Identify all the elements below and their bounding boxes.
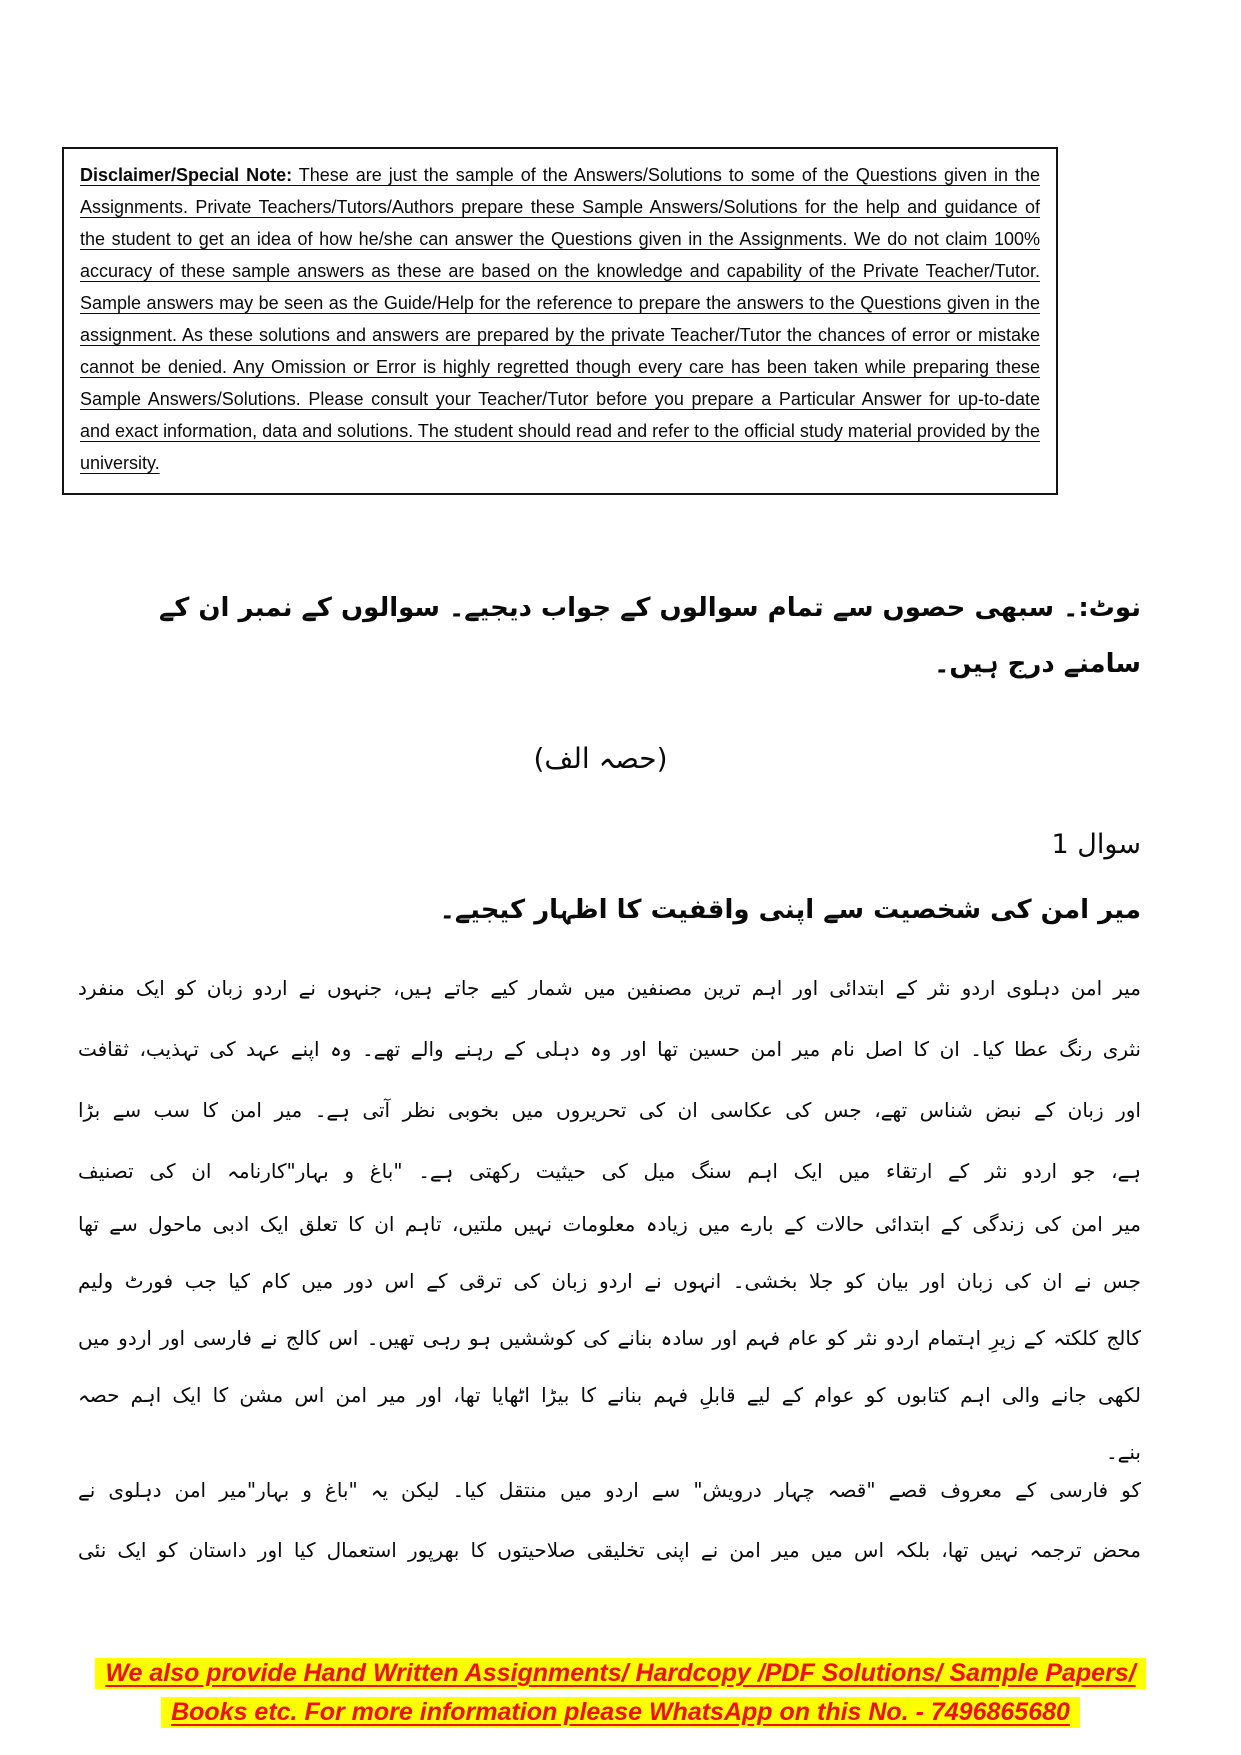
disclaimer-body: These are just the sample of the Answers/Solutions to some of the Questions given in the Assignments. Private Teachers/Tutors/Authors prepare these Sample Answers/Solutions for the help and guidance of the student to get an idea of how he/she can answer the Questions given in the Assignments. We do not claim 100% accuracy of these sample answers as these are based on the knowledge and capability of the Private Teacher/Tutor. Sample answers may be seen as the Guide/Help for the reference to prepare the answers to the Questions given in the assignment. As these solutions and answers are prepared by the private Teacher/Tutor the chances of error or mistake cannot be denied. Any Omission or Error is highly regretted though every care has been taken while preparing these Sample Answers/Solutions. Please consult your Teacher/Tutor before you prepare a Particular Answer for up-to-date and exact information, data and solutions. The student should read and refer to the official study material provided by the university.	[80, 165, 1040, 473]
disclaimer-label: Disclaimer/Special Note:	[80, 165, 293, 185]
answer-paragraph-3	[78, 1460, 1141, 1580]
footer-banner	[0, 1654, 1241, 1732]
footer-highlight-text: We also provide Hand Written Assignments/ Hardcopy /PDF Solutions/ Sample Papers/	[95, 1658, 1145, 1689]
footer-highlight-text: Books etc. For more information please WhatsApp on this No. - 7496865680	[161, 1697, 1080, 1728]
answer-line: محض ترجمہ نہیں تھا، بلکہ اس میں میر امن نے اپنی تخلیقی صلاحیتوں کا بھرپور استعمال کیا اور داستان کو ایک نئی	[78, 1538, 1141, 1562]
disclaimer-box	[62, 147, 1058, 495]
answer-line: بنے۔	[1105, 1440, 1141, 1464]
answer-paragraph-1	[78, 958, 1141, 1202]
answer-line: کو فارسی کے معروف قصے "قصہ چہار درویش" سے اردو میں منتقل کیا۔ لیکن یہ "باغ و بہار"میر امن دہلوی نے	[78, 1478, 1141, 1502]
answer-line: میر امن دہلوی اردو نثر کے ابتدائی اور اہم ترین مصنفین میں شمار کیے جاتے ہیں، جنہوں نے اردو زبان کو ایک منفرد	[78, 976, 1141, 1000]
note-line: نوٹ:۔ سبھی حصوں سے تمام سوالوں کے جواب دیجیے۔ سوالوں کے نمبر ان کے سامنے درج ہیں۔	[158, 593, 1141, 679]
answer-line: اور زبان کے نبض شناس تھے، جس کی عکاسی ان کی تحریروں میں بخوبی نظر آتی ہے۔ میر امن کا سب سے بڑا	[78, 1098, 1141, 1122]
question-number: سوال 1	[1051, 829, 1141, 860]
answer-line: میر امن کی زندگی کے ابتدائی حالات کے بارے میں زیادہ معلومات نہیں ملتیں، تاہم ان کا تعلق ایک ادبی ماحول سے تھا	[78, 1212, 1141, 1236]
footer-banner-line-2	[0, 1693, 1241, 1732]
answer-line: ہے، جو اردو نثر کے ارتقاء میں ایک اہم سنگ میل کی حیثیت رکھتی ہے۔ "باغ و بہار"کارنامہ ان کی تصنیف	[78, 1159, 1141, 1183]
answer-line: کالج کلکتہ کے زیرِ اہتمام اردو نثر کو عام فہم اور سادہ بنانے کی کوششیں ہو رہی تھیں۔ اس کالج نے فارسی اور اردو میں	[78, 1326, 1141, 1350]
answer-line: جس نے ان کی زبان اور بیان کو جلا بخشی۔ انہوں نے اردو زبان کی ترقی کے اس دور میں کام کیا جب فورٹ ولیم	[78, 1269, 1141, 1293]
answer-line: نثری رنگ عطا کیا۔ ان کا اصل نام میر امن حسین تھا اور وہ دہلی کے رہنے والے تھے۔ وہ اپنے عہد کی تہذیب، ثقافت	[78, 1037, 1141, 1061]
answer-line: لکھی جانے والی اہم کتابوں کو عوام کے لیے قابلِ فہم بنانے کا بیڑا اٹھایا تھا، اور میر امن اس مشن کا ایک اہم حصہ	[78, 1383, 1141, 1407]
question-title: میر امن کی شخصیت سے اپنی واقفیت کا اظہار کیجیے۔	[439, 895, 1141, 925]
answer-paragraph-2	[78, 1196, 1141, 1481]
disclaimer-text	[80, 159, 1040, 479]
section-heading: (حصہ الف)	[533, 742, 668, 775]
footer-banner-line-1	[0, 1654, 1241, 1693]
